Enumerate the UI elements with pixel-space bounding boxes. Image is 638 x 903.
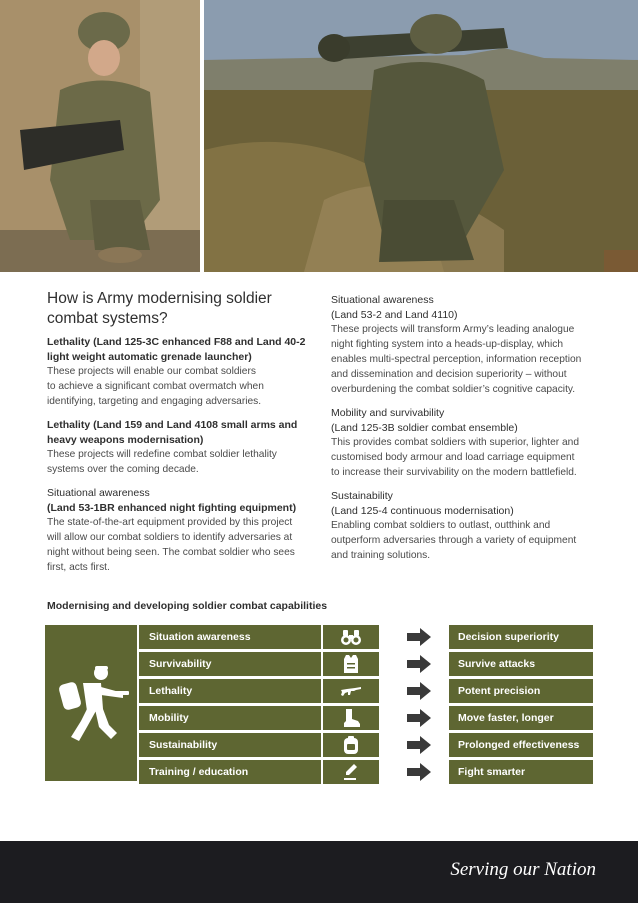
section-body (47, 447, 309, 477)
soldier-running-icon (57, 665, 131, 741)
body-line: These projects will enable our combat soldiers (47, 366, 256, 377)
soldier-carrying-weapon-photo (204, 0, 638, 272)
capability-row (139, 760, 593, 784)
body-line: systems over the coming decade. (47, 464, 199, 475)
section-title (331, 406, 593, 435)
section-lethality-f88 (47, 335, 309, 409)
capability-row (139, 625, 593, 649)
footer-bar (0, 841, 638, 903)
section-lethality-small-arms (47, 418, 309, 477)
body-armour-icon (323, 652, 379, 676)
title-line: Mobility and survivability (331, 407, 445, 419)
capabilities-diagram (45, 625, 593, 781)
body-line: will allow our combat soldiers to identify adversaries at (47, 532, 293, 543)
capability-row (139, 679, 593, 703)
body-line: outperform adversaries through a variety of equipment (331, 535, 577, 546)
capability-outcome: Decision superiority (449, 625, 593, 649)
section-body (331, 435, 593, 480)
title-line: heavy weapons modernisation) (47, 433, 204, 446)
body-line: overburdening the combat soldier’s cognitive capacity. (331, 384, 576, 395)
body-line: The state-of-the-art equipment provided by this project (47, 517, 293, 528)
title-line: Lethality (Land 125-3C enhanced F88 and Land 40-2 (47, 336, 306, 348)
capability-label: Mobility (139, 706, 321, 730)
body-line: Enabling combat soldiers to outlast, outthink and (331, 520, 551, 531)
title-line: Sustainability (331, 490, 393, 502)
rifle-icon (323, 679, 379, 703)
title-line: (Land 53-2 and Land 4110) (331, 308, 458, 321)
section-body (331, 322, 593, 397)
title-line: (Land 125-3B soldier combat ensemble) (331, 421, 518, 434)
body-line: and training solutions. (331, 550, 431, 561)
capability-row (139, 706, 593, 730)
title-line: (Land 53-1BR enhanced night fighting equipment) (47, 501, 297, 514)
body-line: These projects will redefine combat soldier lethality (47, 449, 277, 460)
capability-label: Survivability (139, 652, 321, 676)
section-title (47, 335, 309, 364)
binoculars-icon (323, 625, 379, 649)
title-line: Situational awareness (47, 487, 150, 499)
title-line: (Land 125-4 continuous modernisation) (331, 504, 514, 517)
capability-label: Situation awareness (139, 625, 321, 649)
body-line: to increase their survivability on the modern battlefield. (331, 467, 577, 478)
page-heading (47, 289, 309, 329)
arrow-right-icon (407, 655, 431, 673)
arrow-right-icon (407, 763, 431, 781)
arrow-right-icon (407, 736, 431, 754)
capability-outcome: Move faster, longer (449, 706, 593, 730)
body-line: first, acts first. (47, 562, 110, 573)
section-body (331, 518, 593, 563)
page-heading-line-2: combat systems? (47, 310, 168, 327)
backpack-icon (323, 733, 379, 757)
soldier-panel (45, 625, 137, 781)
body-line: identifying, targeting and engaging adversaries. (47, 396, 262, 407)
soldier-kneeling-photo (0, 0, 200, 272)
page-heading-line-1: How is Army modernising soldier (47, 290, 272, 307)
body-line: This provides combat soldiers with superior, lighter and (331, 437, 580, 448)
capability-row (139, 733, 593, 757)
section-sustainability (331, 489, 593, 563)
body-line: enables multi-spectral perception, information reception (331, 354, 582, 365)
capabilities-heading: Modernising and developing soldier combat capabilities (47, 600, 328, 612)
section-situational-awareness-hud (331, 293, 593, 397)
section-title (331, 489, 593, 518)
body-line: to achieve a significant combat overmatch when (47, 381, 264, 392)
section-title (47, 418, 309, 447)
section-title (47, 486, 309, 515)
body-line: night fighting system into a heads-up-display, which (331, 339, 563, 350)
section-mobility-survivability (331, 406, 593, 480)
boot-icon (323, 706, 379, 730)
section-title (331, 293, 593, 322)
title-line: Situational awareness (331, 294, 434, 306)
section-situational-awareness-night (47, 486, 309, 575)
capability-label: Training / education (139, 760, 321, 784)
arrow-right-icon (407, 628, 431, 646)
arrow-right-icon (407, 682, 431, 700)
body-line: These projects will transform Army’s leading analogue (331, 324, 575, 335)
title-line: Lethality (Land 159 and Land 4108 small arms and (47, 419, 298, 431)
capability-label: Sustainability (139, 733, 321, 757)
capability-outcome: Prolonged effectiveness (449, 733, 593, 757)
body-line: and dissemination and decision superiority – without (331, 369, 567, 380)
capability-outcome: Survive attacks (449, 652, 593, 676)
section-body (47, 515, 309, 575)
body-line: night without being seen. The combat soldier who sees (47, 547, 295, 558)
capability-label: Lethality (139, 679, 321, 703)
section-body (47, 364, 309, 409)
left-text-column (47, 289, 309, 584)
arrow-right-icon (407, 709, 431, 727)
right-text-column (331, 293, 593, 572)
capability-outcome: Potent precision (449, 679, 593, 703)
pencil-icon (323, 760, 379, 784)
capability-row (139, 652, 593, 676)
footer-tagline: Serving our Nation (450, 859, 596, 880)
title-line: light weight automatic grenade launcher) (47, 350, 252, 363)
body-line: customised body armour and load carriage equipment (331, 452, 575, 463)
capability-outcome: Fight smarter (449, 760, 593, 784)
